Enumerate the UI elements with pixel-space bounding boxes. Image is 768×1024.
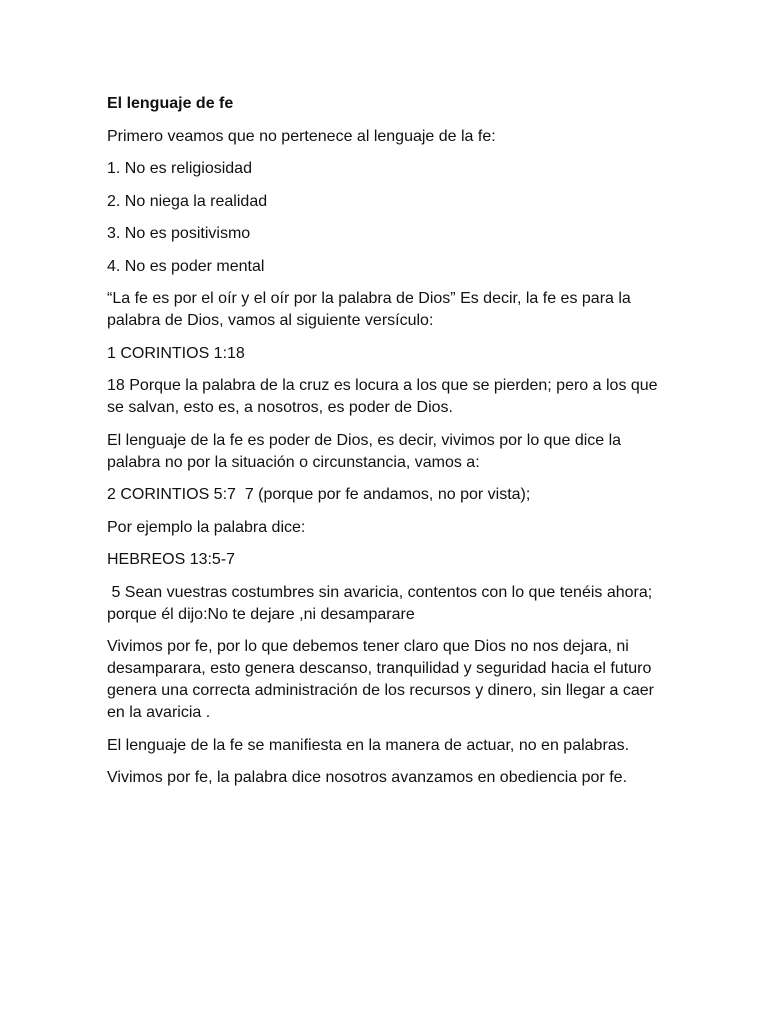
paragraph-manera-de-actuar: El lenguaje de la fe se manifiesta en la manera de actuar, no en palabras. [107, 736, 630, 754]
list-item-4: 4. No es poder mental [107, 257, 265, 275]
list-item-1: 1. No es religiosidad [107, 160, 252, 177]
verse-reference-hebreos: HEBREOS 13:5-7 [107, 551, 236, 568]
verse-reference-1-corintios: 1 CORINTIOS 1:18 [107, 344, 245, 362]
document-title: El lenguaje de fe [107, 95, 234, 112]
paragraph-obediencia: Vivimos por fe, la palabra dice nosotros avanzamos en obediencia por fe. [107, 769, 628, 786]
document-page [107, 93, 667, 800]
paragraph-vivimos-por-fe: Vivimos por fe, por lo que debemos tener claro que Dios no nos dejara, ni desamparara, esto genera descanso, tranquilidad y seguridad hacia el futuro genera una correcta administración de los recursos y dinero, sin llegar a caer en la avaricia . [107, 638, 659, 721]
verse-text-hebreos: 5 Sean vuestras costumbres sin avaricia, contentos con lo que tenéis ahora; porque él dijo:No te dejare ,ni desamparare [107, 583, 657, 623]
verse-text-1-corintios: 18 Porque la palabra de la cruz es locura a los que se pierden; pero a los que se salvan, esto es, a nosotros, es poder de Dios. [107, 377, 663, 416]
paragraph-intro: Primero veamos que no pertenece al lenguaje de la fe: [107, 127, 496, 145]
paragraph-ejemplo: Por ejemplo la palabra dice: [107, 518, 306, 536]
list-item-2: 2. No niega la realidad [107, 192, 268, 210]
paragraph-poder-de-dios: El lenguaje de la fe es poder de Dios, es decir, vivimos por lo que dice la palabra no por la situación o circunstancia, vamos a: [107, 431, 626, 471]
paragraph-quote: “La fe es por el oír y el oír por la palabra de Dios” Es decir, la fe es para la palabra de Dios, vamos al siguiente versículo: [107, 290, 636, 329]
list-item-3: 3. No es positivismo [107, 225, 251, 242]
verse-2-corintios: 2 CORINTIOS 5:7 7 (porque por fe andamos, no por vista); [107, 486, 531, 503]
